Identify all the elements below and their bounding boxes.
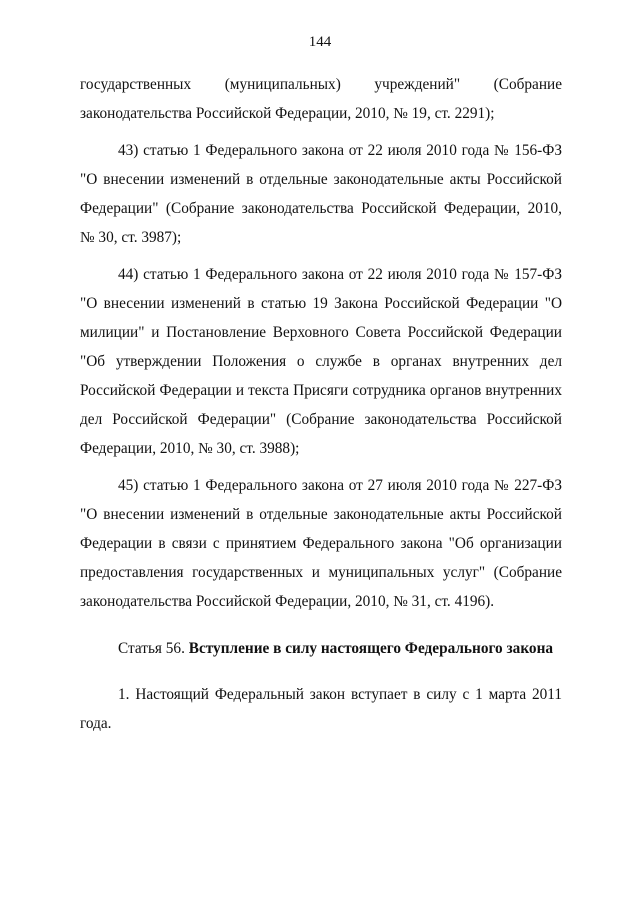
list-item-44: 44) статью 1 Федерального закона от 22 июля 2010 года № 157-ФЗ "О внесении изменений в статью 19 Закона Российской Федерации "О милиции" и Постановление Верховного Совета Российской Федерации "Об утверждении Положения о службе в органах внутренних дел Российской Федерации и текста Присяги сотрудника органов внутренних дел Российской Федерации" (Собрание законодательства Российской Федерации, 2010, № 30, ст. 3988); xyxy=(80,266,562,457)
list-item-43: 43) статью 1 Федерального закона от 22 июля 2010 года № 156-ФЗ "О внесении изменений в отдельные законодательные акты Российской Федерации" (Собрание законодательства Российской Федерации, 2010, № 30, ст. 3987); xyxy=(80,142,562,246)
page-number: 144 xyxy=(308,34,332,50)
paragraph-continuation: государственных (муниципальных) учреждений" (Собрание законодательства Российской Федерации, 2010, № 19, ст. 2291); xyxy=(80,76,562,122)
document-body xyxy=(80,70,562,738)
article-heading xyxy=(80,634,562,663)
article-label: Статья 56. xyxy=(118,640,185,657)
article-title: Вступление в силу настоящего Федерального закона xyxy=(188,640,554,657)
list-item-45: 45) статью 1 Федерального закона от 27 июля 2010 года № 227-ФЗ "О внесении изменений в отдельные законодательные акты Российской Федерации в связи с принятием Федерального закона "Об организации предоставления государственных и муниципальных услуг" (Собрание законодательства Российской Федерации, 2010, № 31, ст. 4196). xyxy=(80,477,562,610)
clause-1: 1. Настоящий Федеральный закон вступает в силу с 1 марта 2011 года. xyxy=(80,686,562,732)
